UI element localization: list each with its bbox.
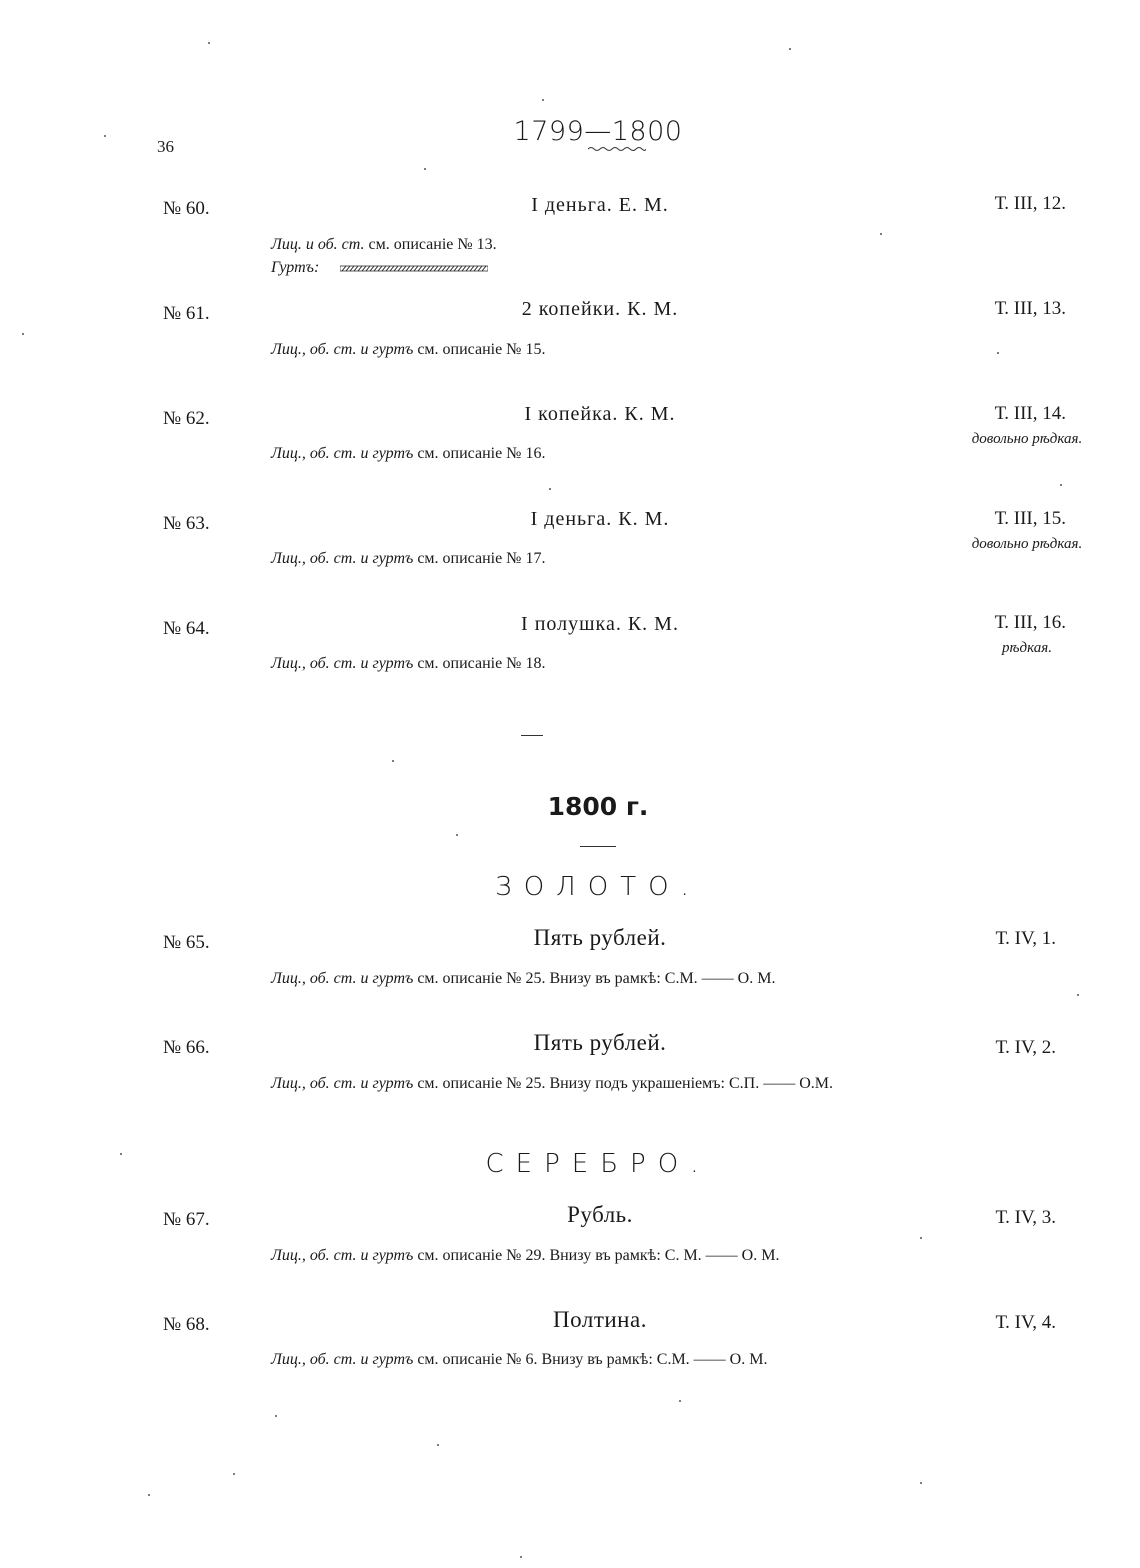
entry-title: 2 копейки. К. М. — [521, 298, 679, 320]
year-heading: 1800 г. — [547, 792, 649, 821]
description-text: см. описаніе № 16. — [413, 445, 546, 462]
description-italic: Лиц., об. ст. и гуртъ — [271, 341, 414, 358]
scan-speck — [437, 1444, 439, 1446]
running-head: 1799—1800 — [513, 116, 683, 147]
scan-speck — [789, 48, 791, 50]
entry-number: № 61. — [163, 303, 210, 324]
description-italic: Лиц., об. ст. и гуртъ — [271, 550, 414, 567]
entry-description — [271, 1351, 767, 1369]
rarity-note: рѣдкая. — [1002, 640, 1052, 656]
entry-number: № 63. — [163, 513, 210, 534]
scan-speck — [275, 1415, 277, 1417]
edge-hatch-pattern — [340, 265, 488, 272]
description-italic: Лиц., об. ст. и гуртъ — [271, 1247, 414, 1264]
scan-speck — [679, 1400, 681, 1402]
scan-speck — [549, 488, 551, 490]
entry-title: I деньга. К. М. — [530, 508, 670, 530]
plate-reference: Т. IV, 2. — [995, 1037, 1056, 1058]
edge-label: Гуртъ: — [271, 259, 320, 276]
entry-description — [271, 236, 497, 254]
entry-description — [271, 445, 545, 463]
entry-title: I деньга. Е. М. — [531, 194, 669, 216]
plate-reference: Т. III, 14. — [994, 403, 1066, 424]
plate-reference: Т. III, 15. — [994, 508, 1066, 529]
entry-title: Рубль. — [567, 1202, 633, 1227]
plate-reference: Т. IV, 4. — [995, 1312, 1056, 1333]
description-italic: Лиц., об. ст. и гуртъ — [271, 655, 414, 672]
description-text: см. описаніе № 6. Внизу въ рамкѣ: С.М. —— О. М. — [413, 1351, 768, 1368]
description-text: см. описаніе № 29. Внизу въ рамкѣ: С. М. —— О. М. — [413, 1247, 780, 1264]
wavy-rule-ornament — [588, 146, 646, 152]
description-italic: Лиц., об. ст. и гуртъ — [271, 1075, 414, 1092]
description-italic: Лиц., об. ст. и гуртъ — [271, 1351, 414, 1368]
entry-title: Пять рублей. — [533, 1030, 667, 1055]
plate-reference: Т. III, 12. — [994, 193, 1066, 214]
scan-speck — [120, 1153, 122, 1155]
short-rule — [580, 846, 616, 847]
scan-speck — [920, 1482, 922, 1484]
scan-speck — [880, 233, 882, 235]
entry-number: № 64. — [163, 618, 210, 639]
description-text: см. описаніе № 25. Внизу подъ украшеніемъ: С.П. —— О.М. — [413, 1075, 833, 1092]
description-text: см. описаніе № 18. — [413, 655, 546, 672]
description-italic: Лиц., об. ст. и гуртъ — [271, 445, 414, 462]
scan-speck — [148, 1494, 150, 1496]
entry-number: № 66. — [163, 1037, 210, 1058]
plate-reference: Т. III, 13. — [994, 298, 1066, 319]
scan-speck — [104, 135, 106, 137]
scan-speck — [208, 42, 210, 44]
page-number: 36 — [157, 137, 174, 156]
section-separator — [521, 735, 543, 736]
entry-number: № 67. — [163, 1209, 210, 1230]
description-text: см. описаніе № 13. — [364, 236, 497, 253]
scan-speck — [920, 1237, 922, 1239]
scan-speck — [392, 760, 394, 762]
scan-speck — [1077, 994, 1079, 996]
scan-speck — [456, 834, 458, 836]
scan-speck — [233, 1473, 235, 1475]
entry-number: № 62. — [163, 408, 210, 429]
description-italic: Лиц. и об. ст. — [271, 236, 365, 253]
rarity-note: довольно рѣдкая. — [971, 536, 1083, 552]
entry-number: № 68. — [163, 1314, 210, 1335]
section-heading-gold: ЗОЛОТО. — [495, 872, 701, 902]
plate-reference: Т. III, 16. — [994, 612, 1066, 633]
entry-number: № 65. — [163, 932, 210, 953]
entry-title: Пять рублей. — [533, 925, 667, 950]
scan-speck — [542, 99, 544, 101]
scan-speck — [520, 1556, 522, 1558]
scan-speck — [997, 352, 999, 354]
entry-title: I полушка. К. М. — [521, 613, 679, 635]
entry-description — [271, 1075, 833, 1093]
scan-speck — [424, 168, 426, 170]
scan-speck — [22, 333, 24, 335]
section-heading-silver: СЕРЕБРО. — [485, 1149, 711, 1179]
plate-reference: Т. IV, 3. — [995, 1207, 1056, 1228]
entry-title: Полтина. — [553, 1307, 647, 1332]
scan-speck — [1060, 484, 1062, 486]
description-text: см. описаніе № 17. — [413, 550, 546, 567]
entry-description — [271, 550, 545, 568]
entry-description — [271, 655, 545, 673]
plate-reference: Т. IV, 1. — [995, 928, 1056, 949]
entry-title: I копейка. К. М. — [524, 403, 676, 425]
entry-description — [271, 1247, 779, 1265]
description-italic: Лиц., об. ст. и гуртъ — [271, 970, 414, 987]
entry-description — [271, 341, 545, 359]
entry-description — [271, 970, 775, 988]
description-text: см. описаніе № 25. Внизу въ рамкѣ: С.М. —— О. М. — [413, 970, 776, 987]
entry-number: № 60. — [163, 198, 210, 219]
rarity-note: довольно рѣдкая. — [971, 431, 1083, 447]
description-text: см. описаніе № 15. — [413, 341, 546, 358]
